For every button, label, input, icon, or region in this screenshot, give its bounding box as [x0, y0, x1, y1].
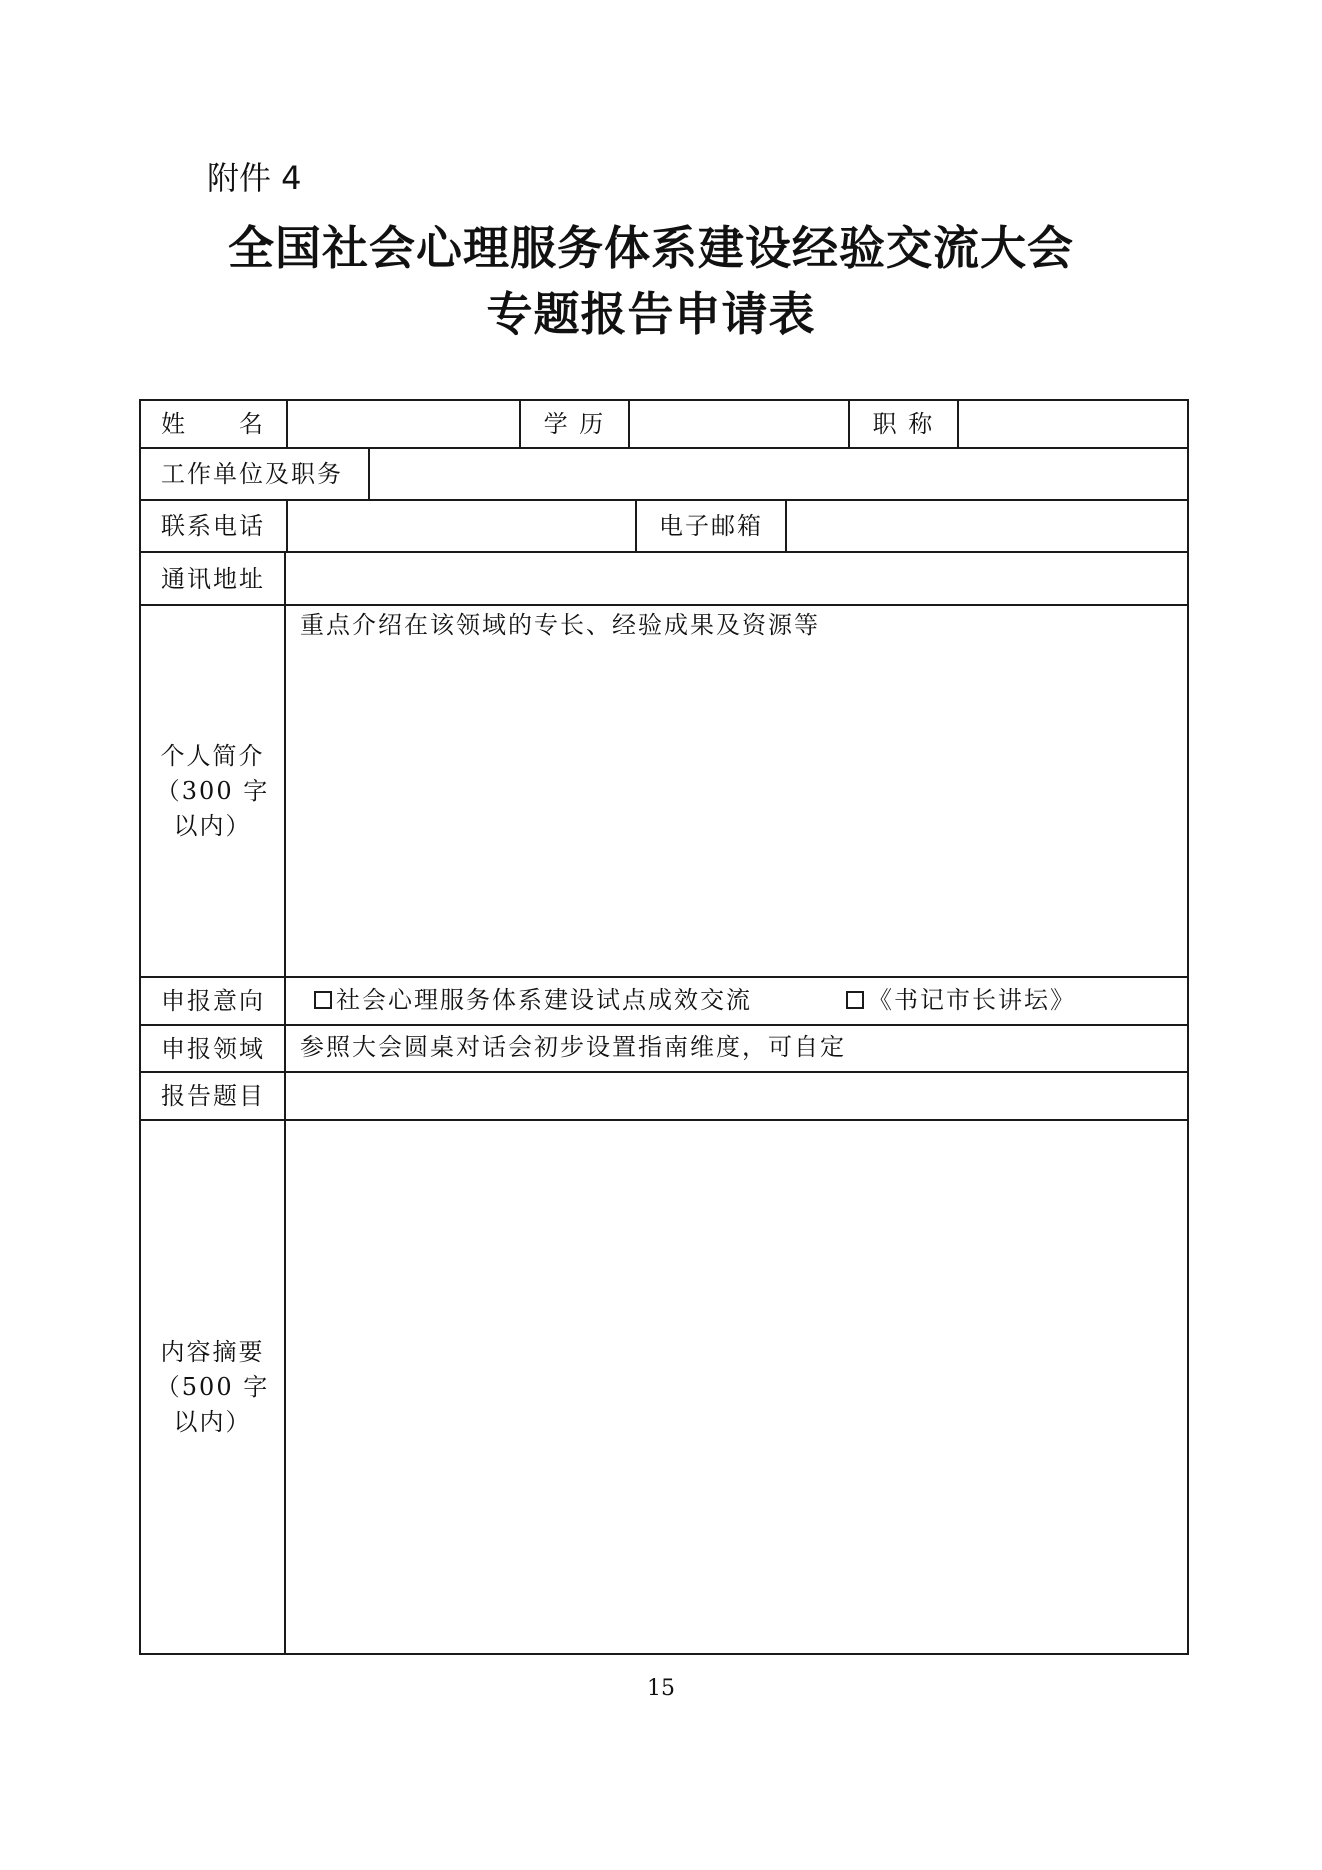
topic-label: 报告题目 [161, 1082, 265, 1110]
email-field[interactable] [787, 501, 1187, 551]
document-title-line-1: 全国社会心理服务体系建设经验交流大会 [228, 221, 1074, 275]
education-label: 学 历 [543, 410, 606, 438]
checkbox-icon[interactable] [314, 991, 332, 1009]
abstract-field[interactable] [286, 1121, 1187, 1653]
workplace-label: 工作单位及职务 [161, 460, 343, 488]
row-divider-5 [139, 976, 1189, 978]
row-divider-6 [139, 1024, 1189, 1026]
abstract-label-line-2: （500 字 [155, 1372, 270, 1401]
row-divider-4 [139, 604, 1189, 606]
table-border-right [1187, 399, 1189, 1655]
intention-option-pilot[interactable] [314, 984, 752, 1016]
abstract-label-line-3: 以内） [173, 1407, 252, 1436]
workplace-field[interactable] [370, 449, 1187, 499]
topic-field[interactable] [286, 1073, 1187, 1119]
abstract-label [141, 1121, 284, 1653]
intention-option-forum[interactable] [846, 984, 1076, 1016]
bio-field[interactable] [286, 646, 1187, 976]
field-label: 申报领域 [161, 1034, 265, 1063]
intention-label: 申报意向 [161, 987, 265, 1015]
address-field[interactable] [286, 553, 1187, 604]
name-label: 姓 名 [161, 410, 265, 438]
intention-option-forum-label: 《书记市长讲坛》 [868, 986, 1076, 1014]
intention-option-pilot-label: 社会心理服务体系建设试点成效交流 [336, 986, 752, 1014]
checkbox-icon[interactable] [846, 991, 864, 1009]
address-label: 通讯地址 [161, 564, 265, 593]
field-hint: 参照大会圆桌对话会初步设置指南维度，可自定 [300, 1033, 846, 1061]
email-label: 电子邮箱 [659, 512, 763, 540]
education-field[interactable] [630, 401, 848, 447]
professional-title-label: 职 称 [872, 410, 935, 438]
phone-field[interactable] [288, 501, 635, 551]
bio-label [141, 606, 284, 976]
table-border-bottom [139, 1653, 1189, 1655]
page-number: 15 [647, 1676, 675, 1701]
bio-hint: 重点介绍在该领域的专长、经验成果及资源等 [300, 611, 820, 639]
abstract-label-line-1: 内容摘要 [160, 1337, 265, 1366]
bio-label-line-2: （300 字 [155, 776, 270, 805]
bio-label-line-1: 个人简介 [160, 741, 265, 770]
attachment-label: 附件 4 [207, 159, 302, 197]
professional-title-field[interactable] [959, 401, 1187, 447]
name-field[interactable] [288, 401, 519, 447]
document-title-line-2: 专题报告申请表 [486, 287, 816, 341]
bio-label-line-3: 以内） [173, 811, 252, 840]
phone-label: 联系电话 [161, 512, 265, 540]
